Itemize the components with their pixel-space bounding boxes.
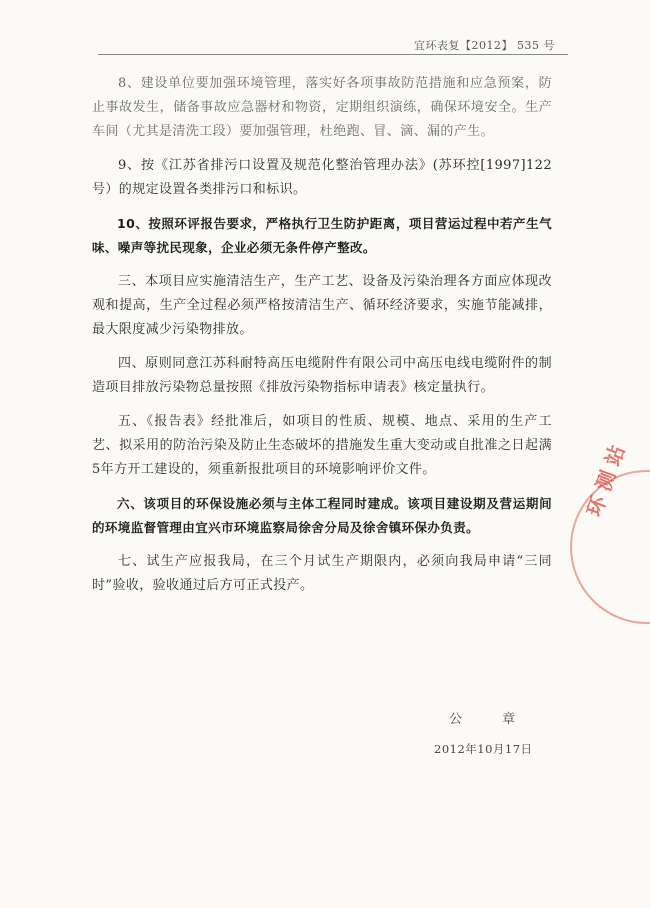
official-seal-label: 公 章 — [449, 712, 534, 727]
red-stamp — [560, 441, 630, 580]
header-divider — [98, 54, 568, 55]
paragraph-8: 8、建设单位要加强环境管理，落实好各项事故防范措施和应急预案，防止事故发生，储备事故应急器材和物资，定期组织演练，确保环境安全。生产车间（尤其是清洗工段）要加强管理，杜绝跑、冒、滴、漏的产生。 — [92, 76, 552, 139]
section-4: 四、原则同意江苏科耐特高压电缆附件有限公司中高压电线电缆附件的制造项目排放污染物总量按照《排放污染物指标申请表》核定量执行。 — [92, 356, 552, 395]
section-6: 六、该项目的环保设施必须与主体工程同时建成。该项目建设期及营运期间的环境监督管理由宜兴市环境监察局徐舍分局及徐舍镇环保办负责。 — [92, 496, 552, 535]
section-7: 七、试生产应报我局，在三个月试生产期限内，必须向我局申请“三同时”验收，验收通过后方可正式投产。 — [92, 554, 552, 593]
stamp-text: 环 测 站 — [581, 441, 630, 520]
document-body — [92, 64, 552, 608]
section-5: 五、《报告表》经批准后，如项目的性质、规模、地点、采用的生产工艺、拟采用的防治污染及防止生态破坏的措施发生重大变动或自批准之日起满5年方开工建设的，须重新报批项目的环境影响评价文件。 — [92, 414, 552, 477]
issue-date: 2012年10月17日 — [434, 742, 533, 756]
section-3: 三、本项目应实施清洁生产，生产工艺、设备及污染治理各方面应体现改观和提高，生产全过程必须严格按清洁生产、循环经济要求，实施节能减排，最大限度减少污染物排放。 — [92, 274, 552, 337]
paragraph-10: 10、按照环评报告要求，严格执行卫生防护距离，项目营运过程中若产生气味、噪声等扰民现象，企业必须无条件停产整改。 — [92, 216, 552, 255]
paragraph-9: 9、按《江苏省排污口设置及规范化整治管理办法》(苏环控[1997]122号）的规定设置各类排污口和标识。 — [92, 158, 552, 197]
document-reference-number: 宜环表复【2012】 535 号 — [414, 39, 555, 52]
